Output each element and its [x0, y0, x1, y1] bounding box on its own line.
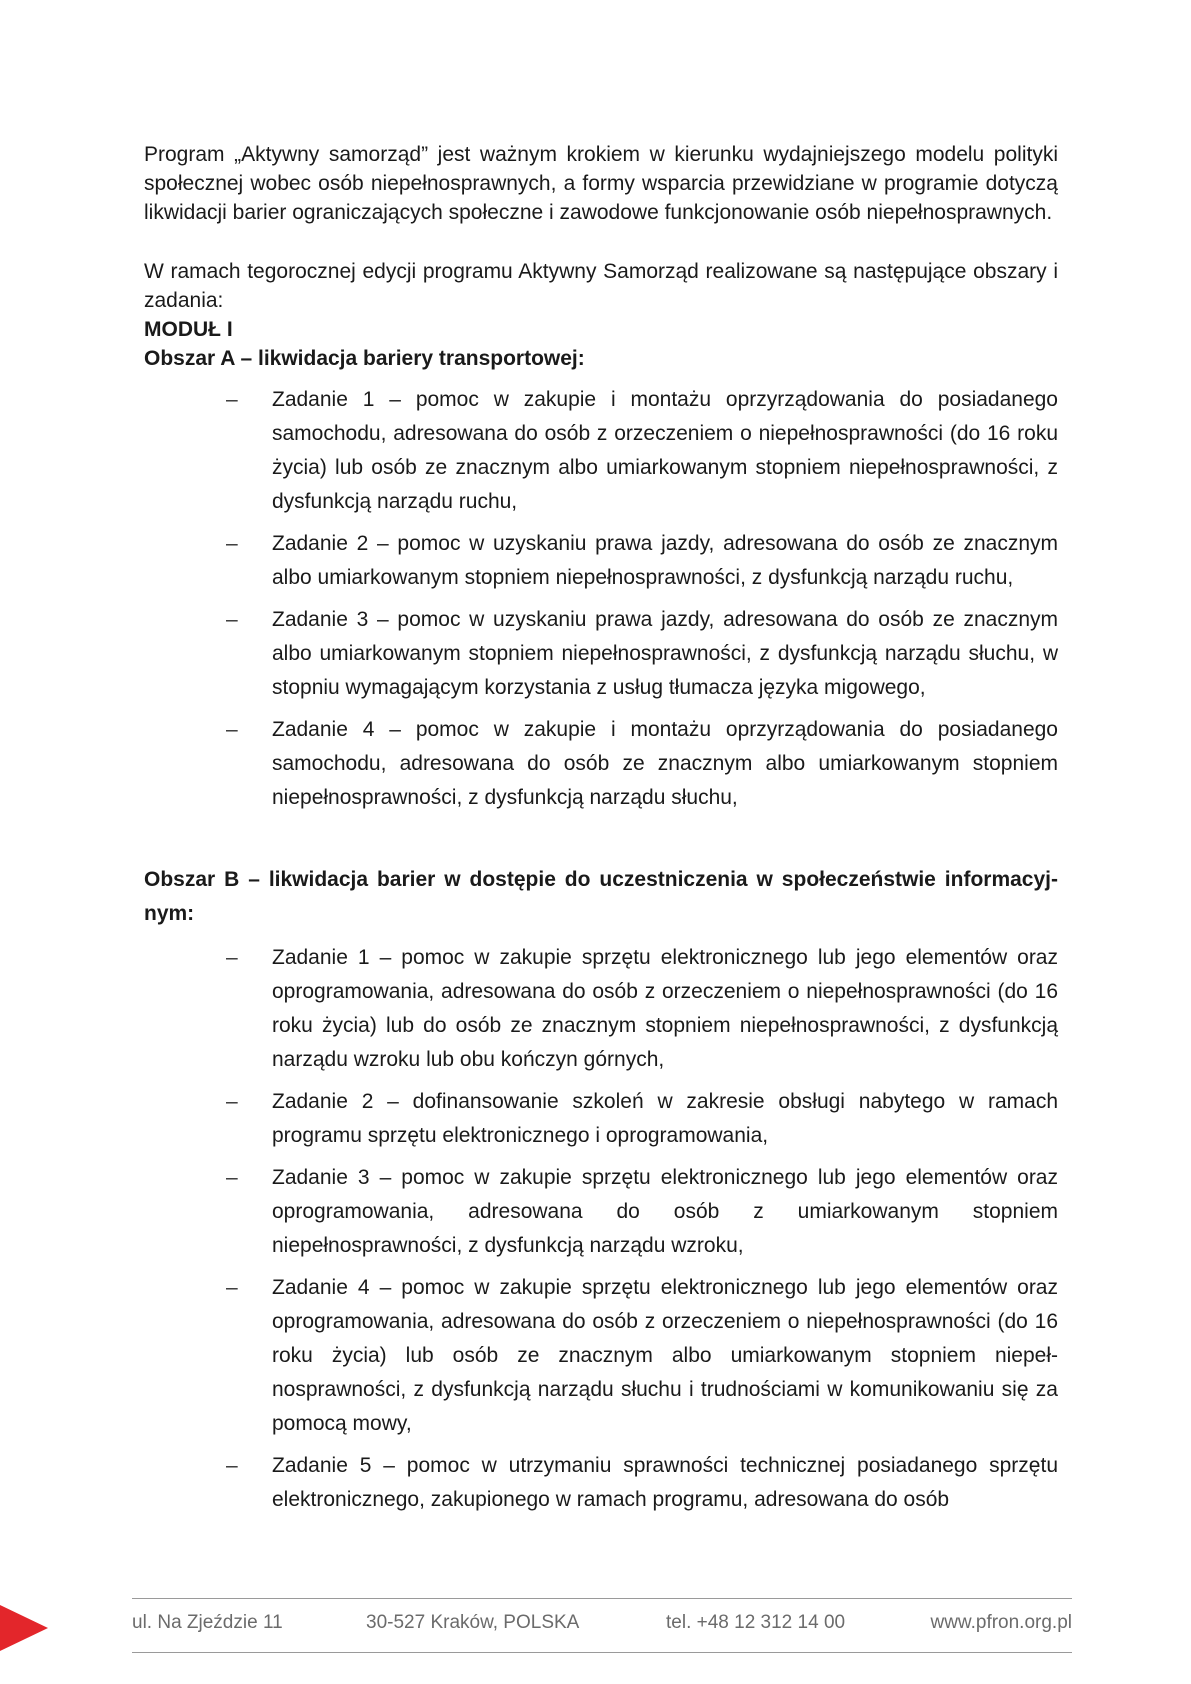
list-item: – Zadanie 3 – pomoc w uzyskaniu prawa jazdy, adresowana do osób ze znacznym albo umiarkowanym stopniem niepełnosprawności, z dysfunkcją narządu słuchu, w stopniu wymagającym korzystania z usług tłumacza języka migowego, [144, 603, 1058, 705]
list-item: – Zadanie 3 – pomoc w zakupie sprzętu elektronicznego lub jego elementów oraz oprogramowania, adresowana do osób z umiarkowanym stopniem niepełnosprawności, z dysfunkcją narządu wzroku, [144, 1161, 1058, 1263]
dash-bullet: – [226, 608, 238, 631]
footer-address: ul. Na Zjeździe 11 [132, 1612, 283, 1633]
areas-intro-paragraph: W ramach tegorocznej edycji programu Aktywny Samorząd realizowane są następujące obszary i zadania: [144, 260, 1058, 312]
intro-paragraph: Program „Aktywny samorząd” jest ważnym krokiem w kierunku wydajniejszego modelu polityki społecznej wobec osób niepełnosprawnych, a formy wsparcia przewidziane w programie dotyczą likwidacji barier ograniczających społeczne i zawodowe funkcjonowanie osób niepełnosprawnych. [144, 143, 1058, 224]
list-item: – Zadanie 4 – pomoc w zakupie i montażu oprzyrządowania do posiadanego samochodu, adresowana do osób ze znacznym albo umiarkowanym stopniem niepełnosprawności, z dysfunkcją narządu słuchu, [144, 713, 1058, 815]
obszar-b-task-list [144, 941, 1058, 1517]
dash-bullet: – [226, 1276, 238, 1299]
list-item: – Zadanie 1 – pomoc w zakupie sprzętu elektronicznego lub jego elementów oraz oprogramowania, adresowana do osób z orzeczeniem o niepełnosprawności (do 16 roku życia) lub do osób ze znacznym stopniem niepełnosprawności, z dysfunkcją narządu wzroku lub obu kończyn górnych, [144, 941, 1058, 1077]
footer-bottom-divider [132, 1652, 1072, 1653]
document-body [144, 140, 1058, 1525]
dash-bullet: – [226, 946, 238, 969]
obszar-a-task-list [144, 383, 1058, 815]
page-footer [132, 1612, 1072, 1642]
module-title: MODUŁ I [144, 318, 233, 341]
dash-bullet: – [226, 1166, 238, 1189]
dash-bullet: – [226, 718, 238, 741]
list-item: – Zadanie 5 – pomoc w utrzymaniu sprawności technicznej posiadanego sprzętu elektronicznego, zakupionego w ramach programu, adresowana do osób [144, 1449, 1058, 1517]
dash-bullet: – [226, 1090, 238, 1113]
list-item: – Zadanie 4 – pomoc w zakupie sprzętu elektronicznego lub jego elementów oraz oprogramowania, adresowana do osób z orzeczeniem o niepełnosprawności (do 16 roku życia) lub osób ze znacznym albo umiarkowanym stopniem niepeł-nosprawności, z dysfunkcją narządu słuchu i trudnościami w komunikowaniu się za pomocą mowy, [144, 1271, 1058, 1441]
obszar-b-title: Obszar B – likwidacja barier w dostępie do uczestniczenia w społeczeństwie informacyj-nym: [144, 868, 1058, 925]
list-item: – Zadanie 2 – pomoc w uzyskaniu prawa jazdy, adresowana do osób ze znacznym albo umiarkowanym stopniem niepełnosprawności, z dysfunkcją narządu ruchu, [144, 527, 1058, 595]
footer-top-divider [132, 1598, 1072, 1599]
list-item: – Zadanie 1 – pomoc w zakupie i montażu oprzyrządowania do posiadanego samochodu, adresowana do osób z orzeczeniem o niepełnosprawności (do 16 roku życia) lub osób ze znacznym albo umiarkowanym stopniem niepełnosprawności, z dysfunkcją narządu ruchu, [144, 383, 1058, 519]
footer-city: 30-527 Kraków, POLSKA [366, 1612, 580, 1633]
dash-bullet: – [226, 1454, 238, 1477]
red-triangle-icon [0, 1605, 48, 1651]
list-item: – Zadanie 2 – dofinansowanie szkoleń w zakresie obsługi nabytego w ramach programu sprzętu elektronicznego i oprogramowania, [144, 1085, 1058, 1153]
dash-bullet: – [226, 388, 238, 411]
footer-phone: tel. +48 12 312 14 00 [666, 1612, 846, 1633]
footer-website[interactable]: www.pfron.org.pl [930, 1612, 1072, 1633]
dash-bullet: – [226, 532, 238, 555]
obszar-a-title: Obszar A – likwidacja bariery transportowej: [144, 347, 585, 370]
